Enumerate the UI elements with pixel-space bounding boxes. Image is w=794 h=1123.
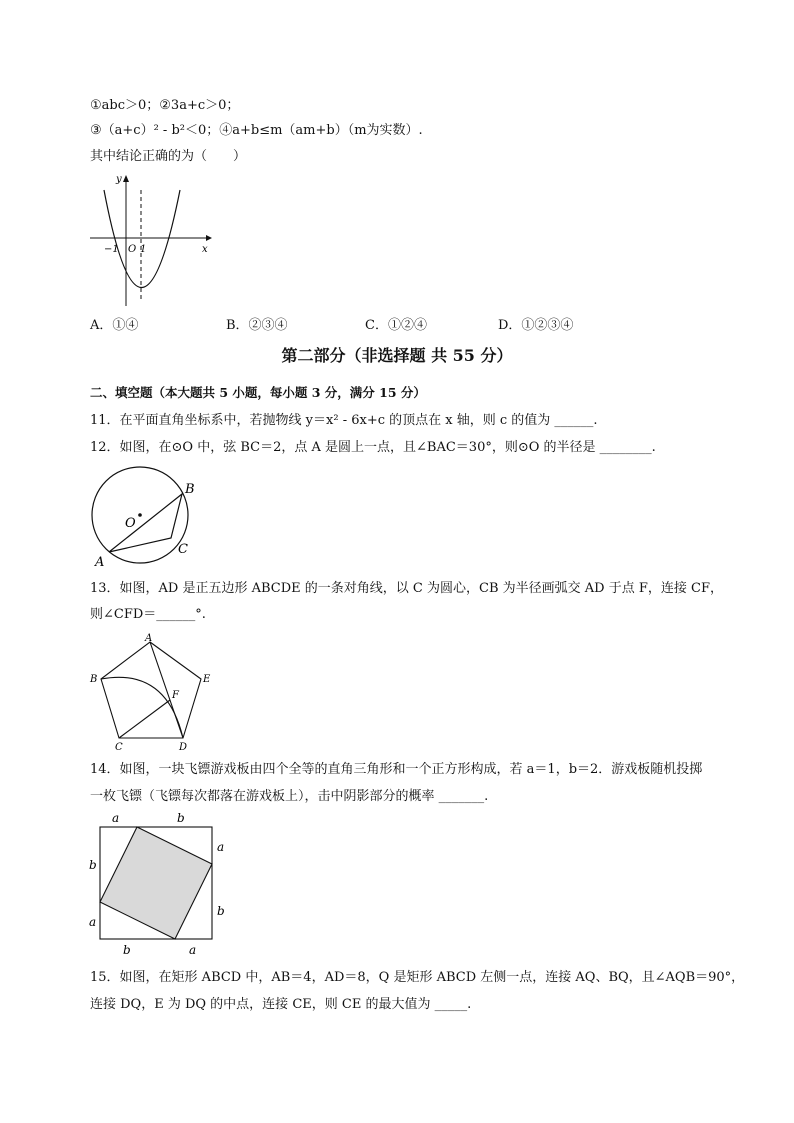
part2-title: 第二部分（非选择题 共 55 分） [281, 346, 513, 365]
pentagon-figure [88, 632, 218, 752]
label-D: D [179, 742, 188, 753]
left-a: a [89, 915, 97, 929]
label-C: C [115, 742, 123, 753]
label-F: F [172, 690, 179, 701]
x-axis-label: x [202, 244, 208, 255]
tick-one: 1 [140, 244, 147, 255]
question-14-line1: 14．如图，一块飞镖游戏板由四个全等的直角三角形和一个正方形构成，若 a＝1，b＝2．游戏板随机投掷 [90, 762, 703, 777]
q10-question: 其中结论正确的为（ ） [90, 149, 247, 164]
question-13-line2: 则∠CFD＝______°. [90, 607, 206, 622]
option-d[interactable]: D．①②③④ [498, 318, 574, 333]
bottom-b: b [123, 943, 131, 957]
square-figure [85, 810, 235, 960]
option-a[interactable]: A．①④ [90, 318, 139, 333]
top-a: a [112, 811, 120, 825]
question-15-line1: 15．如图，在矩形 ABCD 中，AB＝4，AD＝8，Q 是矩形 ABCD 左侧一点，连接 AQ、BQ，且∠AQB＝90°， [90, 970, 745, 985]
option-b[interactable]: B．②③④ [226, 318, 288, 333]
label-E: E [203, 674, 211, 685]
question-12: 12．如图，在⊙O 中，弦 BC＝2，点 A 是圆上一点，且∠BAC＝30°，则⊙O 的半径是 ________. [90, 440, 656, 455]
right-a: a [217, 840, 225, 854]
option-c[interactable]: C．①②④ [365, 318, 427, 333]
origin-label: O [128, 244, 137, 255]
bottom-a: a [189, 943, 197, 957]
left-b: b [89, 858, 97, 872]
q10-conditions-2: ③（a+c）² - b²＜0；④a+b≤m（am+b）（m为实数）. [90, 123, 423, 138]
label-B: B [90, 674, 98, 685]
circle-figure [85, 465, 200, 575]
section-heading: 二、填空题（本大题共 5 小题，每小题 3 分，满分 15 分） [90, 385, 426, 400]
label-A: A [145, 633, 153, 644]
tick-neg-one: −1 [104, 244, 119, 255]
question-15-line2: 连接 DQ，E 为 DQ 的中点，连接 CE，则 CE 的最大值为 _____. [90, 997, 472, 1012]
question-13-line1: 13．如图，AD 是正五边形 ABCDE 的一条对角线，以 C 为圆心，CB 为半径画弧交 AD 于点 F，连接 CF， [90, 581, 723, 596]
label-A: A [95, 555, 105, 570]
question-11: 11．在平面直角坐标系中，若抛物线 y＝x² - 6x+c 的顶点在 x 轴，则 c 的值为 ______. [90, 413, 598, 428]
q10-conditions-1: ①abc＞0；②3a+c＞0； [90, 98, 240, 113]
top-b: b [177, 811, 185, 825]
y-axis-label: y [116, 174, 122, 185]
question-14-line2: 一枚飞镖（飞镖每次都落在游戏板上），击中阴影部分的概率 _______. [90, 789, 489, 804]
parabola-figure [88, 170, 218, 310]
label-O: O [125, 516, 136, 531]
label-B: B [185, 482, 195, 497]
right-b: b [217, 904, 225, 918]
label-C: C [178, 542, 188, 557]
